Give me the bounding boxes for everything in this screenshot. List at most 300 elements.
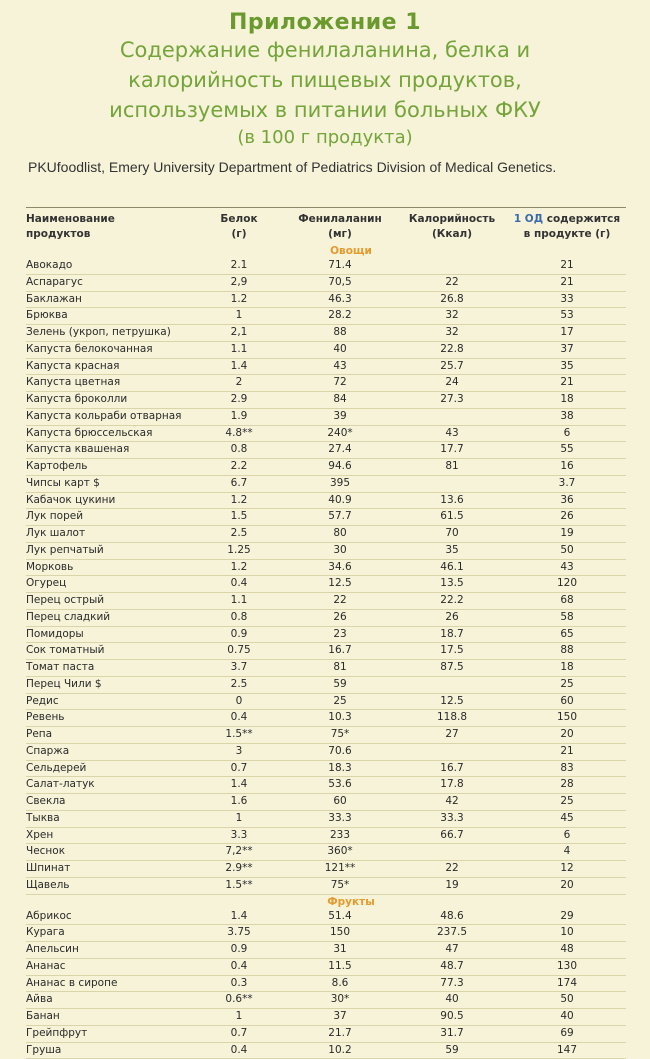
cell-protein: 1 bbox=[194, 1009, 284, 1025]
table-row bbox=[26, 710, 626, 727]
cell-name: Капуста белокочанная bbox=[26, 342, 194, 358]
table-row bbox=[26, 576, 626, 593]
cell-protein: 2.9 bbox=[194, 392, 284, 408]
cell-kcal: 17.5 bbox=[396, 643, 508, 659]
cell-protein: 2.9** bbox=[194, 861, 284, 877]
cell-phe: 84 bbox=[284, 392, 396, 408]
cell-name: Авокадо bbox=[26, 258, 194, 274]
table-row bbox=[26, 258, 626, 275]
title-line-1: Содержание фенилаланина, белка и bbox=[0, 35, 650, 65]
cell-phe: 26 bbox=[284, 610, 396, 626]
cell-phe: 23 bbox=[284, 627, 396, 643]
cell-protein: 0 bbox=[194, 694, 284, 710]
cell-protein: 1.4 bbox=[194, 359, 284, 375]
table-row bbox=[26, 942, 626, 959]
cell-name: Спаржа bbox=[26, 744, 194, 760]
cell-kcal: 48.6 bbox=[396, 909, 508, 925]
cell-kcal: 66.7 bbox=[396, 828, 508, 844]
table-row bbox=[26, 861, 626, 878]
cell-od: 12 bbox=[508, 861, 626, 877]
cell-od: 21 bbox=[508, 275, 626, 291]
cell-protein: 1.2 bbox=[194, 493, 284, 509]
cell-name: Морковь bbox=[26, 560, 194, 576]
cell-protein: 0.6** bbox=[194, 992, 284, 1008]
cell-od: 58 bbox=[508, 610, 626, 626]
cell-name: Томат паста bbox=[26, 660, 194, 676]
cell-name: Зелень (укроп, петрушка) bbox=[26, 325, 194, 341]
section-title: Овощи bbox=[26, 244, 508, 258]
cell-od: 43 bbox=[508, 560, 626, 576]
cell-protein: 1.5** bbox=[194, 727, 284, 743]
table-row bbox=[26, 509, 626, 526]
cell-phe: 70.6 bbox=[284, 744, 396, 760]
cell-od: 50 bbox=[508, 543, 626, 559]
table-row bbox=[26, 459, 626, 476]
cell-phe: 43 bbox=[284, 359, 396, 375]
cell-protein: 0.8 bbox=[194, 610, 284, 626]
cell-kcal: 61.5 bbox=[396, 509, 508, 525]
cell-phe: 395 bbox=[284, 476, 396, 492]
cell-od: 10 bbox=[508, 925, 626, 941]
cell-name: Ананас в сиропе bbox=[26, 976, 194, 992]
cell-protein: 3.7 bbox=[194, 660, 284, 676]
cell-protein: 1 bbox=[194, 811, 284, 827]
cell-kcal: 12.5 bbox=[396, 694, 508, 710]
table-row bbox=[26, 476, 626, 493]
cell-phe: 31 bbox=[284, 942, 396, 958]
cell-name: Абрикос bbox=[26, 909, 194, 925]
cell-kcal: 70 bbox=[396, 526, 508, 542]
table-row bbox=[26, 275, 626, 292]
title-line-2: калорийность пищевых продуктов, bbox=[0, 65, 650, 95]
cell-od: 20 bbox=[508, 727, 626, 743]
table-row bbox=[26, 694, 626, 711]
header-protein bbox=[194, 212, 284, 244]
cell-kcal: 48.7 bbox=[396, 959, 508, 975]
table-row bbox=[26, 925, 626, 942]
cell-kcal: 32 bbox=[396, 308, 508, 324]
table-row bbox=[26, 811, 626, 828]
cell-phe: 25 bbox=[284, 694, 396, 710]
cell-name: Огурец bbox=[26, 576, 194, 592]
cell-protein: 1.2 bbox=[194, 560, 284, 576]
cell-kcal: 13.6 bbox=[396, 493, 508, 509]
cell-protein: 2,1 bbox=[194, 325, 284, 341]
cell-kcal: 18.7 bbox=[396, 627, 508, 643]
table-row bbox=[26, 292, 626, 309]
cell-name: Сельдерей bbox=[26, 761, 194, 777]
cell-od: 3.7 bbox=[508, 476, 626, 492]
cell-kcal: 35 bbox=[396, 543, 508, 559]
cell-kcal: 22.8 bbox=[396, 342, 508, 358]
cell-protein: 0.7 bbox=[194, 761, 284, 777]
cell-phe: 11.5 bbox=[284, 959, 396, 975]
table-row bbox=[26, 627, 626, 644]
cell-protein: 1.25 bbox=[194, 543, 284, 559]
cell-od: 6 bbox=[508, 828, 626, 844]
cell-protein: 7,2** bbox=[194, 844, 284, 860]
cell-phe: 33.3 bbox=[284, 811, 396, 827]
table-row bbox=[26, 426, 626, 443]
cell-kcal: 17.8 bbox=[396, 777, 508, 793]
cell-kcal: 22 bbox=[396, 275, 508, 291]
cell-kcal: 43 bbox=[396, 426, 508, 442]
cell-name: Репа bbox=[26, 727, 194, 743]
cell-protein: 0.4 bbox=[194, 959, 284, 975]
cell-phe: 59 bbox=[284, 677, 396, 693]
cell-od: 21 bbox=[508, 375, 626, 391]
cell-protein: 1.5 bbox=[194, 509, 284, 525]
header-od-line1 bbox=[508, 212, 626, 227]
table-row bbox=[26, 1043, 626, 1059]
cell-od: 120 bbox=[508, 576, 626, 592]
cell-protein: 0.8 bbox=[194, 442, 284, 458]
cell-kcal: 31.7 bbox=[396, 1026, 508, 1042]
cell-protein: 2 bbox=[194, 375, 284, 391]
cell-kcal: 17.7 bbox=[396, 442, 508, 458]
cell-name: Салат-латук bbox=[26, 777, 194, 793]
cell-kcal: 77.3 bbox=[396, 976, 508, 992]
cell-name: Лук порей bbox=[26, 509, 194, 525]
cell-od: 130 bbox=[508, 959, 626, 975]
title-line-3: используемых в питании больных ФКУ bbox=[0, 95, 650, 125]
cell-name: Помидоры bbox=[26, 627, 194, 643]
cell-od: 174 bbox=[508, 976, 626, 992]
cell-phe: 81 bbox=[284, 660, 396, 676]
cell-protein: 1.6 bbox=[194, 794, 284, 810]
cell-od: 17 bbox=[508, 325, 626, 341]
cell-name: Капуста броколли bbox=[26, 392, 194, 408]
cell-name: Капуста квашеная bbox=[26, 442, 194, 458]
cell-phe: 34.6 bbox=[284, 560, 396, 576]
table-row bbox=[26, 677, 626, 694]
cell-name: Баклажан bbox=[26, 292, 194, 308]
cell-kcal: 42 bbox=[396, 794, 508, 810]
cell-name: Апельсин bbox=[26, 942, 194, 958]
cell-protein: 6.7 bbox=[194, 476, 284, 492]
cell-phe: 46.3 bbox=[284, 292, 396, 308]
cell-kcal: 26 bbox=[396, 610, 508, 626]
appendix-title: Приложение 1 bbox=[0, 10, 650, 35]
cell-od: 38 bbox=[508, 409, 626, 425]
cell-protein: 1 bbox=[194, 308, 284, 324]
cell-kcal: 87.5 bbox=[396, 660, 508, 676]
cell-od: 6 bbox=[508, 426, 626, 442]
cell-protein: 1.2 bbox=[194, 292, 284, 308]
cell-phe: 39 bbox=[284, 409, 396, 425]
cell-kcal: 32 bbox=[396, 325, 508, 341]
cell-name: Аспарагус bbox=[26, 275, 194, 291]
cell-kcal: 25.7 bbox=[396, 359, 508, 375]
cell-phe: 150 bbox=[284, 925, 396, 941]
cell-protein: 1.9 bbox=[194, 409, 284, 425]
cell-kcal: 47 bbox=[396, 942, 508, 958]
cell-name: Курага bbox=[26, 925, 194, 941]
table-row bbox=[26, 1026, 626, 1043]
cell-phe: 10.3 bbox=[284, 710, 396, 726]
cell-protein: 1.4 bbox=[194, 909, 284, 925]
table-row bbox=[26, 828, 626, 845]
cell-phe: 240* bbox=[284, 426, 396, 442]
cell-name: Перец сладкий bbox=[26, 610, 194, 626]
cell-name: Ананас bbox=[26, 959, 194, 975]
cell-name: Редис bbox=[26, 694, 194, 710]
cell-kcal: 22.2 bbox=[396, 593, 508, 609]
cell-name: Перец Чили $ bbox=[26, 677, 194, 693]
cell-kcal: 33.3 bbox=[396, 811, 508, 827]
cell-kcal: 27 bbox=[396, 727, 508, 743]
cell-phe: 12.5 bbox=[284, 576, 396, 592]
cell-kcal bbox=[396, 744, 508, 760]
cell-od: 18 bbox=[508, 660, 626, 676]
cell-phe: 88 bbox=[284, 325, 396, 341]
table-row bbox=[26, 878, 626, 895]
cell-od: 21 bbox=[508, 258, 626, 274]
cell-od: 28 bbox=[508, 777, 626, 793]
header-name-line2: продуктов bbox=[26, 227, 194, 242]
cell-kcal: 27.3 bbox=[396, 392, 508, 408]
table-row bbox=[26, 777, 626, 794]
cell-od: 45 bbox=[508, 811, 626, 827]
cell-od: 19 bbox=[508, 526, 626, 542]
cell-name: Картофель bbox=[26, 459, 194, 475]
cell-phe: 80 bbox=[284, 526, 396, 542]
cell-kcal: 40 bbox=[396, 992, 508, 1008]
cell-phe: 37 bbox=[284, 1009, 396, 1025]
cell-od: 25 bbox=[508, 677, 626, 693]
cell-phe: 30 bbox=[284, 543, 396, 559]
cell-kcal bbox=[396, 258, 508, 274]
cell-od: 36 bbox=[508, 493, 626, 509]
cell-name: Капуста кольраби отварная bbox=[26, 409, 194, 425]
table-row bbox=[26, 442, 626, 459]
cell-name: Перец острый bbox=[26, 593, 194, 609]
source-citation: PKUfoodlist, Emery University Department of Pediatrics Division of Medical Genetics. bbox=[28, 159, 650, 175]
table-row bbox=[26, 959, 626, 976]
cell-name: Свекла bbox=[26, 794, 194, 810]
cell-name: Лук репчатый bbox=[26, 543, 194, 559]
cell-protein: 1.1 bbox=[194, 593, 284, 609]
cell-name: Айва bbox=[26, 992, 194, 1008]
table-row bbox=[26, 409, 626, 426]
cell-kcal: 81 bbox=[396, 459, 508, 475]
cell-protein: 3 bbox=[194, 744, 284, 760]
cell-name: Капуста красная bbox=[26, 359, 194, 375]
header-od bbox=[508, 212, 626, 244]
cell-protein: 1.5** bbox=[194, 878, 284, 894]
header-kcal-line1: Калорийность bbox=[396, 212, 508, 227]
cell-protein: 0.9 bbox=[194, 942, 284, 958]
cell-kcal: 118.8 bbox=[396, 710, 508, 726]
cell-protein: 0.7 bbox=[194, 1026, 284, 1042]
table-row bbox=[26, 660, 626, 677]
cell-phe: 40 bbox=[284, 342, 396, 358]
cell-protein: 2,9 bbox=[194, 275, 284, 291]
cell-kcal bbox=[396, 677, 508, 693]
table-row bbox=[26, 761, 626, 778]
nutrition-table bbox=[26, 207, 626, 1059]
cell-kcal: 90.5 bbox=[396, 1009, 508, 1025]
cell-phe: 94.6 bbox=[284, 459, 396, 475]
cell-name: Капуста брюссельская bbox=[26, 426, 194, 442]
header-name-line1: Наименование bbox=[26, 212, 194, 227]
cell-phe: 360* bbox=[284, 844, 396, 860]
cell-phe: 40.9 bbox=[284, 493, 396, 509]
table-row bbox=[26, 744, 626, 761]
cell-protein: 1.4 bbox=[194, 777, 284, 793]
cell-phe: 30* bbox=[284, 992, 396, 1008]
cell-od: 69 bbox=[508, 1026, 626, 1042]
table-row bbox=[26, 593, 626, 610]
cell-kcal: 46.1 bbox=[396, 560, 508, 576]
header-od-accent: 1 ОД bbox=[514, 213, 543, 225]
cell-od: 25 bbox=[508, 794, 626, 810]
cell-phe: 75* bbox=[284, 878, 396, 894]
page-header bbox=[0, 0, 650, 151]
cell-protein: 3.75 bbox=[194, 925, 284, 941]
cell-protein: 2.5 bbox=[194, 677, 284, 693]
cell-od: 16 bbox=[508, 459, 626, 475]
cell-protein: 0.9 bbox=[194, 627, 284, 643]
cell-protein: 0.4 bbox=[194, 1043, 284, 1059]
section-title: Фрукты bbox=[26, 895, 508, 909]
cell-kcal: 22 bbox=[396, 861, 508, 877]
header-phe-line1: Фенилаланин bbox=[284, 212, 396, 227]
cell-kcal: 237.5 bbox=[396, 925, 508, 941]
table-row bbox=[26, 610, 626, 627]
cell-name: Чипсы карт $ bbox=[26, 476, 194, 492]
cell-kcal: 19 bbox=[396, 878, 508, 894]
table-row bbox=[26, 493, 626, 510]
table-body bbox=[26, 244, 626, 1059]
cell-protein: 0.3 bbox=[194, 976, 284, 992]
cell-phe: 22 bbox=[284, 593, 396, 609]
cell-od: 37 bbox=[508, 342, 626, 358]
cell-name: Ревень bbox=[26, 710, 194, 726]
cell-od: 55 bbox=[508, 442, 626, 458]
cell-phe: 121** bbox=[284, 861, 396, 877]
cell-od: 26 bbox=[508, 509, 626, 525]
cell-phe: 10.2 bbox=[284, 1043, 396, 1059]
cell-protein: 4.8** bbox=[194, 426, 284, 442]
cell-name: Хрен bbox=[26, 828, 194, 844]
cell-phe: 233 bbox=[284, 828, 396, 844]
cell-name: Сок томатный bbox=[26, 643, 194, 659]
cell-od: 20 bbox=[508, 878, 626, 894]
table-row bbox=[26, 526, 626, 543]
cell-name: Лук шалот bbox=[26, 526, 194, 542]
cell-phe: 60 bbox=[284, 794, 396, 810]
cell-protein: 2.5 bbox=[194, 526, 284, 542]
table-row bbox=[26, 359, 626, 376]
cell-name: Груша bbox=[26, 1043, 194, 1059]
cell-phe: 53.6 bbox=[284, 777, 396, 793]
table-header bbox=[26, 207, 626, 244]
table-row bbox=[26, 909, 626, 926]
header-protein-line1: Белок bbox=[194, 212, 284, 227]
cell-od: 4 bbox=[508, 844, 626, 860]
cell-kcal bbox=[396, 409, 508, 425]
cell-protein: 2.2 bbox=[194, 459, 284, 475]
table-row bbox=[26, 560, 626, 577]
cell-phe: 21.7 bbox=[284, 1026, 396, 1042]
cell-name: Банан bbox=[26, 1009, 194, 1025]
cell-protein: 0.75 bbox=[194, 643, 284, 659]
cell-phe: 57.7 bbox=[284, 509, 396, 525]
cell-kcal: 13.5 bbox=[396, 576, 508, 592]
cell-kcal bbox=[396, 476, 508, 492]
cell-phe: 51.4 bbox=[284, 909, 396, 925]
cell-name: Брюква bbox=[26, 308, 194, 324]
cell-phe: 27.4 bbox=[284, 442, 396, 458]
cell-protein: 2.1 bbox=[194, 258, 284, 274]
table-row bbox=[26, 325, 626, 342]
cell-protein: 1.1 bbox=[194, 342, 284, 358]
cell-name: Кабачок цукини bbox=[26, 493, 194, 509]
cell-name: Тыква bbox=[26, 811, 194, 827]
cell-name: Шпинат bbox=[26, 861, 194, 877]
cell-od: 83 bbox=[508, 761, 626, 777]
cell-name: Чеснок bbox=[26, 844, 194, 860]
table-row bbox=[26, 308, 626, 325]
table-row bbox=[26, 1009, 626, 1026]
cell-name: Щавель bbox=[26, 878, 194, 894]
cell-od: 50 bbox=[508, 992, 626, 1008]
cell-od: 65 bbox=[508, 627, 626, 643]
cell-od: 29 bbox=[508, 909, 626, 925]
cell-kcal bbox=[396, 844, 508, 860]
cell-od: 18 bbox=[508, 392, 626, 408]
cell-od: 60 bbox=[508, 694, 626, 710]
cell-od: 21 bbox=[508, 744, 626, 760]
cell-phe: 18.3 bbox=[284, 761, 396, 777]
cell-protein: 0.4 bbox=[194, 576, 284, 592]
cell-phe: 75* bbox=[284, 727, 396, 743]
cell-phe: 72 bbox=[284, 375, 396, 391]
cell-phe: 8.6 bbox=[284, 976, 396, 992]
cell-protein: 0.4 bbox=[194, 710, 284, 726]
cell-od: 40 bbox=[508, 1009, 626, 1025]
header-name bbox=[26, 212, 194, 244]
table-row bbox=[26, 992, 626, 1009]
table-row bbox=[26, 727, 626, 744]
cell-od: 33 bbox=[508, 292, 626, 308]
table-row bbox=[26, 543, 626, 560]
cell-phe: 71.4 bbox=[284, 258, 396, 274]
table-row bbox=[26, 375, 626, 392]
cell-protein: 3.3 bbox=[194, 828, 284, 844]
cell-od: 150 bbox=[508, 710, 626, 726]
cell-od: 147 bbox=[508, 1043, 626, 1059]
header-od-rest: содержится bbox=[543, 213, 620, 225]
cell-kcal: 26.8 bbox=[396, 292, 508, 308]
table-row bbox=[26, 794, 626, 811]
table-row bbox=[26, 844, 626, 861]
header-kcal-line2: (Ккал) bbox=[396, 227, 508, 242]
cell-name: Капуста цветная bbox=[26, 375, 194, 391]
cell-phe: 70,5 bbox=[284, 275, 396, 291]
table-row bbox=[26, 643, 626, 660]
cell-od: 68 bbox=[508, 593, 626, 609]
cell-od: 88 bbox=[508, 643, 626, 659]
cell-phe: 28.2 bbox=[284, 308, 396, 324]
subtitle: (в 100 г продукта) bbox=[0, 125, 650, 151]
cell-od: 53 bbox=[508, 308, 626, 324]
cell-od: 35 bbox=[508, 359, 626, 375]
table-row bbox=[26, 392, 626, 409]
header-phe bbox=[284, 212, 396, 244]
cell-kcal: 16.7 bbox=[396, 761, 508, 777]
